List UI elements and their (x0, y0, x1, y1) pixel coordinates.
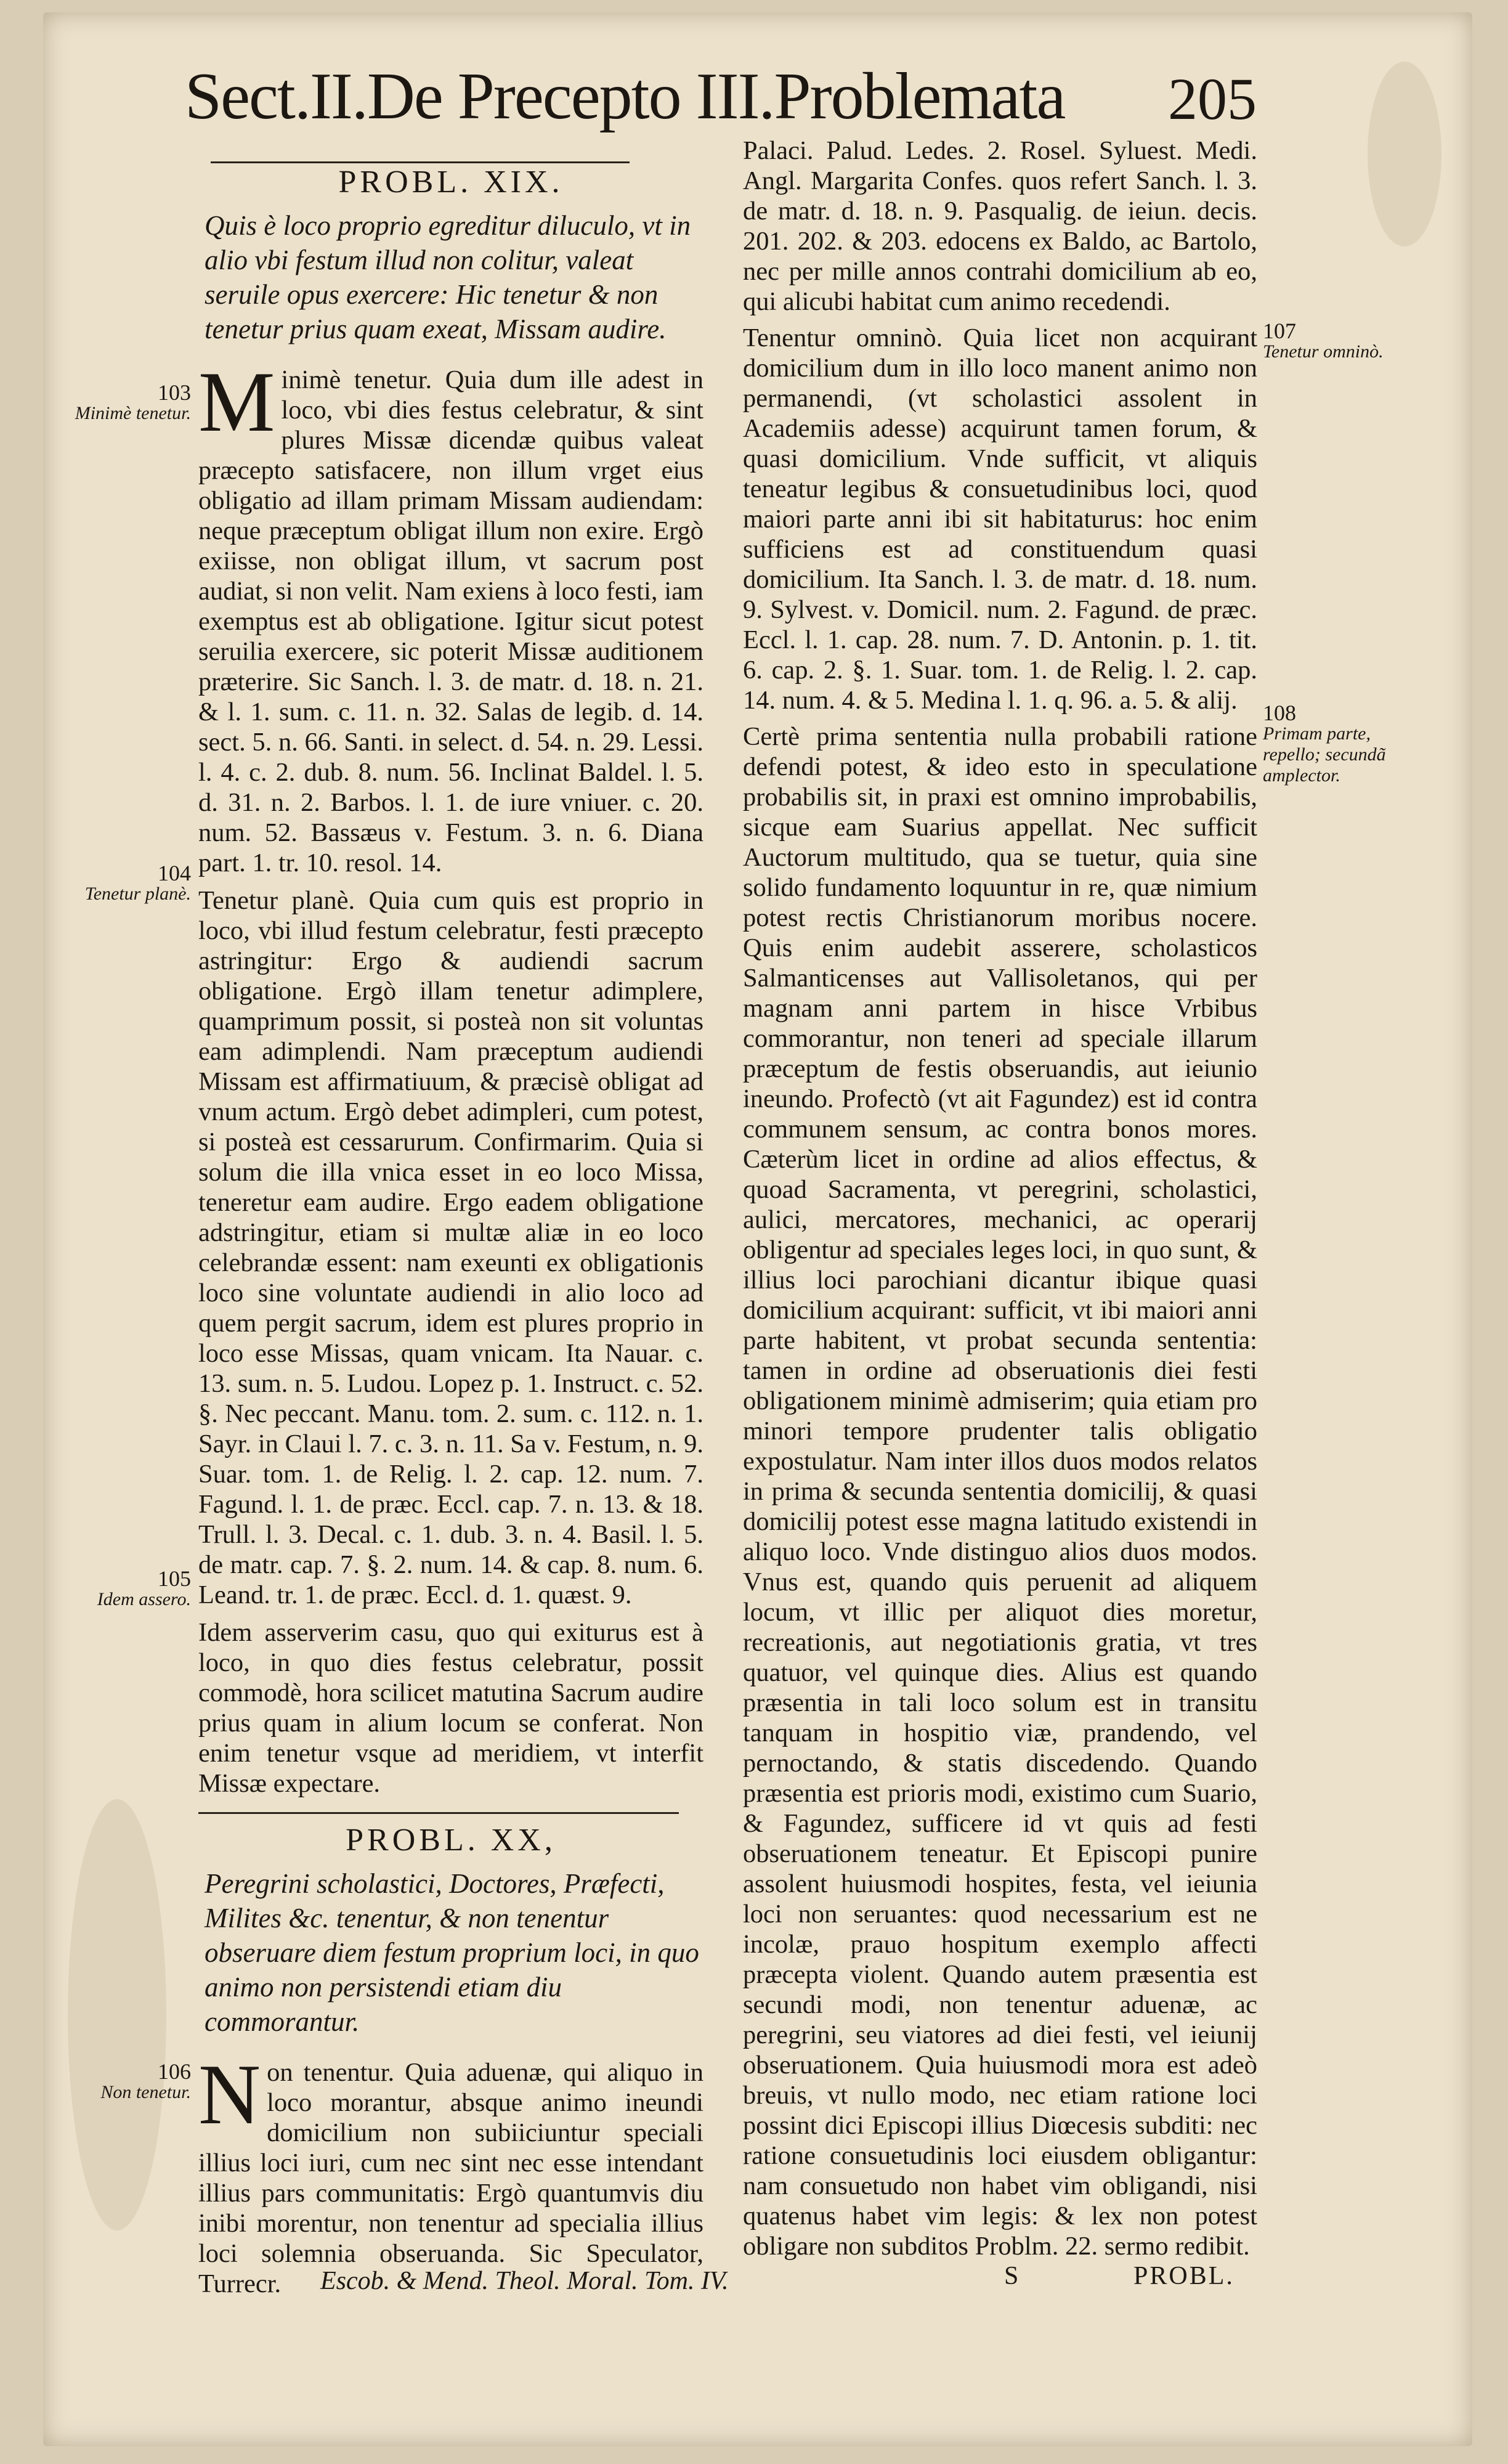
paragraph-105: Idem asserverim casu, quo qui exiturus est à loco, in quo dies festus celebratur, possit commodè, hora scilicet matutina Sacrum audire prius quam in alium locum se conferat. Non enim tenetur vsque ad meridiem, vt interfit Missæ expectare. (198, 1618, 703, 1798)
problem-19-heading: PROBL. XIX. (338, 165, 564, 200)
problem-20-question: Peregrini scholastici, Doctores, Præfecti, Milites &c. tenentur, & non tenentur obseruare diem festum proprium loci, in quo animo non persistendi etiam diu commorantur. (205, 1868, 699, 2037)
margin-note-108 (1263, 702, 1386, 786)
margin-number-104: 104 (158, 861, 191, 885)
paragraph-107: Tenentur omninò. Quia licet non acquirant domicilium dum in illo loco manent animo non permanendi, (vt scholastici assolent in Academiis adesse) acquirunt tamen forum, & quasi domicilium. Vnde sufficit, vt aliquis teneatur legibus & consuetudinibus loci, quod maiori parte anni ibi sit habitaturus: hoc enim sufficiens est ad constituendum quasi domicilium. Ita Sanch. l. 3. de matr. d. 18. num. 9. Sylvest. v. Domicil. num. 2. Fagund. de præc. Eccl. l. 1. cap. 28. num. 7. D. Antonin. p. 1. tit. 6. cap. 2. §. 1. Suar. tom. 1. de Relig. l. 2. cap. 14. num. 4. & 5. Medina l. 1. q. 96. a. 5. & alij. (743, 323, 1257, 715)
paragraph-continued: Palaci. Palud. Ledes. 2. Rosel. Syluest. Medi. Angl. Margarita Confes. quos refert Sanch. l. 3. de matr. d. 18. n. 9. Pasqualig. de ieiun. decis. 201. 202. & 203. edocens ex Baldo, ac Bartolo, nec per mille annos contrahi domicilium ab eo, qui alicubi habitat cum animo recedendi. (743, 136, 1257, 316)
right-column (743, 136, 1257, 2261)
margin-note-105 (68, 1568, 191, 1610)
paragraph-104: Tenetur planè. Quia cum quis est proprio in loco, vbi illud festum celebratur, festi præcepto astringitur: Ergo & audiendi sacrum obligatione. Ergò illam tenetur adimplere, quamprimum possit, si posteà non sit voluntas eam adimplendi. Nam præceptum audiendi Missam est affirmatiuum, & præcisè obligat ad vnum actum. Ergò debet adimpleri, cum potest, si posteà est cessarurum. Confirmarim. Quia si solum die illa vnica esset in eo loco Missa, teneretur eam audire. Ergo eadem obligatione adstringitur, etiam si multæ aliæ in eo loco celebrandæ essent: nam exeunti ex obligationis loco sine voluntate audiendi in alio loco ad quem pergit sacrum, idem est plures proprio in loco esse Missas, quam vnicam. Ita Nauar. c. 13. sum. n. 5. Ludou. Lopez p. 1. Instruct. c. 52. §. Nec peccant. Manu. tom. 2. sum. c. 112. n. 1. Sayr. in Claui l. 7. c. 3. n. 11. Sa v. Festum, n. 9. Suar. tom. 1. de Relig. l. 2. cap. 12. num. 7. Fagund. l. 1. de præc. Eccl. cap. 7. n. 13. & 18. Trull. l. 3. Decal. c. 1. dub. 3. n. 4. Basil. l. 5. de matr. cap. 7. §. 2. num. 14. & cap. 8. num. 6. Leand. tr. 1. de præc. Eccl. d. 1. quæst. 9. (198, 886, 703, 1609)
running-title: Sect.II.De Precepto III.Problemata (185, 60, 1065, 133)
page-header (185, 59, 1257, 139)
margin-note-103 (68, 382, 191, 424)
drop-cap-N: N (198, 2047, 261, 2142)
margin-number-108: 108 (1263, 701, 1296, 725)
page-number: 205 (1168, 66, 1257, 132)
margin-number-105: 105 (158, 1566, 191, 1591)
margin-text-103: Minimè tenetur. (75, 403, 191, 423)
margin-number-106: 106 (158, 2059, 191, 2084)
paragraph-106 (198, 2047, 703, 2299)
margin-text-106: Non tenetur. (100, 2082, 191, 2102)
margin-note-107 (1263, 320, 1386, 362)
catchword: PROBL. (1133, 2262, 1234, 2290)
margin-number-107: 107 (1263, 319, 1296, 343)
paragraph-108: Certè prima sententia nulla probabili ratione defendi potest, & ideo esto in speculatione probabilis sit, in praxi est omnino improbabilis, sicque eam Suarius appellat. Nec sufficit Auctorum multitudo, qua se tuetur, quia sine solido fundamento loquuntur in re, quæ nimium potest rectis Christianorum moribus nocere. Quis enim audebit asserere, scholasticos Salmanticenses aut Vallisoletanos, qui per magnam anni partem in hisce Vrbibus commorantur, non teneri ad speciale illarum præceptum de festis obseruandis, aut ieiunio ineundo. Profectò (vt ait Fagundez) est id contra communem sensum, ac contra bonos mores. Cæterùm licet in ordine ad alios effectus, & quoad Sacramenta, vt peregrini, scholastici, aulici, mercatores, mechanici, ac operarij obligentur ad speciales leges loci, in quo sunt, & illius loci parochiani dicantur ibique quasi domicilium acquirant: sufficit, vt ibi maiori anni parte habitent, vt probat secunda sententia: tamen in ordine ad obseruationis diei festi obligationem minimè admiserim; quia etiam pro minori tempore prudenter talis obligatio expostulatur. Nam inter illos duos modos relatos in prima & secunda sententia domicilij, & quasi domicilij potest esse magna latitudo existendi in aliquo loco. Vnde distinguo alios duos modos. Vnus est, quando quis peruenit ad aliquem locum, vt illic per aliquot dies moretur, recreationis, aut negotiationis gratia, vt tres quatuor, vel quinque dies. Alius est quando præsentia in tali loco solum est in transitu tanquam in hospitio viæ, prandendo, vel pernoctando, & statis discedendo. Quando præsentia est prioris modi, existimo cum Suario, & Fagundez, sufficere id vt quis ad festi obseruationem teneatur. Et Episcopi punire assolent huiusmodi hospites, festa, vel ieiunia loci non seruantes: quod necessarium est ne incolæ, prauo hospitum exemplo affecti præcepta violent. Quando autem præsentia est secundi modi, non tenentur aduenæ, ac peregrini, seu viatores ad diei festi, vel ieiunij obseruationem. Quia huiusmodi mora est adeò breuis, vt nullo modo, nec etiam ratione loci possint dici Episcopi illius Diœcesis subditi: nec ratione consuetudinis loci eiusdem obligantur: nam consuetudo non habet vim obligandi, nisi quatenus habet vim legis: & lex non potest obligare non subditos Problm. 22. sermo redibit. (743, 722, 1257, 2261)
drop-cap-M: M (198, 354, 275, 450)
paragraph-106-text: on tenentur. Quia aduenæ, qui aliquo in loco morantur, absque animo ineundi domicilium non subiiciuntur speciali illius loci iuri, cum nec sint nec esse intendant illius pars communitatis: Ergò quantumvis diu inibi morentur, non tenentur ad specialia illius loci solemnia obseruanda. Sic Speculator, Turrecr. (198, 2058, 703, 2298)
section-rule (198, 1812, 679, 1814)
margin-text-108: Primam parte, repello; secundã amplector. (1263, 723, 1386, 786)
paragraph-103 (198, 354, 703, 878)
margin-number-103: 103 (158, 380, 191, 405)
left-column (198, 161, 703, 2299)
footer-author: Escob. & Mend. Theol. Moral. Tom. IV. (320, 2267, 729, 2295)
margin-text-107: Tenetur omninò. (1263, 341, 1384, 362)
margin-text-104: Tenetur planè. (84, 884, 191, 904)
margin-text-105: Idem assero. (97, 1589, 191, 1609)
paragraph-103-text: inimè tenetur. Quia dum ille adest in loco, vbi dies festus celebratur, & sint plures Missæ dicendæ quibus valeat præcepto satisfacere, non illum vrget eius obligatio ad illam primam Missam audiendam: neque præceptum obligat illum non exire. Ergò exiisse, non obligat illum, vt sacrum post audiat, si non velit. Nam exiens à loco festi, iam exemptus est ab obligatione. Igitur sicut potest seruilia exercere, sic poterit Missæ auditionem præterire. Sic Sanch. l. 3. de matr. d. 18. n. 21. & l. 1. sum. c. 11. n. 32. Salas de legib. d. 14. sect. 5. n. 66. Santi. in select. d. 54. n. 29. Lessi. l. 4. c. 2. dub. 8. num. 56. Inclinat Baldel. l. 5. d. 31. n. 2. Barbos. l. 1. de iure vniuer. c. 20. num. 52. Bassæus v. Festum. 3. n. 6. Diana part. 1. tr. 10. resol. 14. (198, 365, 703, 877)
margin-note-104 (68, 863, 191, 905)
problem-19-question: Quis è loco proprio egreditur diluculo, vt in alio vbi festum illud non colitur, valeat seruile opus exercere: Hic tenetur & non tenetur prius quam exeat, Missam audire. (205, 210, 691, 344)
margin-note-106 (68, 2061, 191, 2103)
problem-20-heading: PROBL. XX, (346, 1823, 556, 1858)
signature-mark: S (1004, 2262, 1019, 2290)
header-rule (211, 161, 630, 163)
